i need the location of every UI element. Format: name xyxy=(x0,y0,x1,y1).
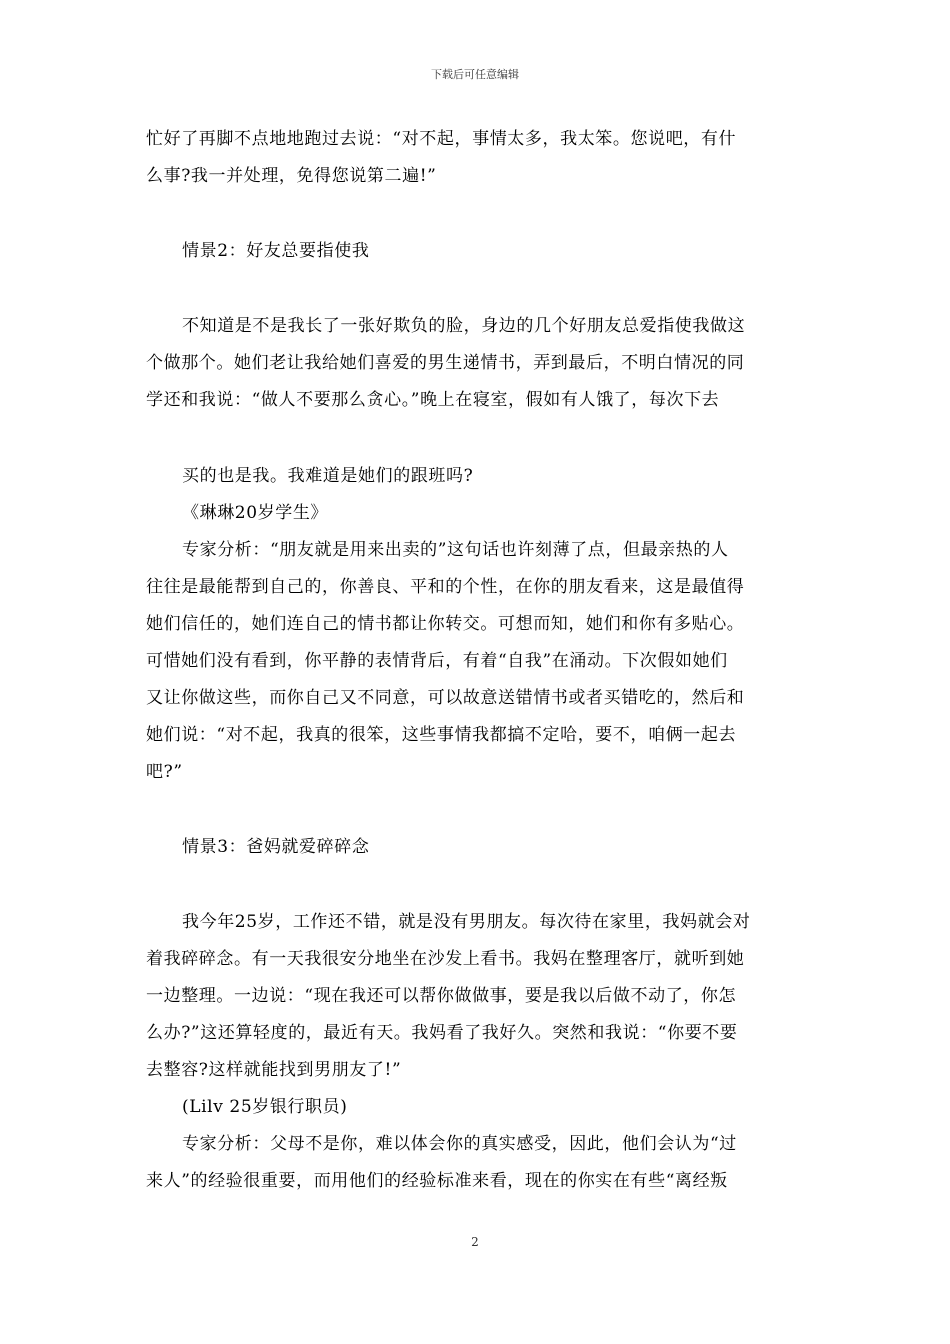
body-line: 着我碎碎念。有一天我很安分地坐在沙发上看书。我妈在整理客厅，就听到她 xyxy=(146,949,745,969)
body-line: 不知道是不是我长了一张好欺负的脸，身边的几个好朋友总爱指使我做这 xyxy=(182,316,746,336)
attribution: 《琳琳20岁学生》 xyxy=(182,503,329,523)
body-line: 专家分析：父母不是你，难以体会你的真实感受，因此，他们会认为“过 xyxy=(182,1134,737,1154)
body-line: 来人”的经验很重要，而用他们的经验标准来看，现在的你实在有些“离经叛 xyxy=(146,1171,728,1191)
body-line: 她们信任的，她们连自己的情书都让你转交。可想而知，她们和你有多贴心。 xyxy=(146,614,745,634)
section-heading: 情景2：好友总要指使我 xyxy=(182,241,370,261)
body-line: 她们说：“对不起，我真的很笨，这些事情我都搞不定哈，要不，咱俩一起去 xyxy=(146,725,737,745)
body-line: 一边整理。一边说：“现在我还可以帮你做做事，要是我以后做不动了，你怎 xyxy=(146,986,737,1006)
attribution: (Lilv 25岁银行职员) xyxy=(182,1097,348,1117)
body-line: 个做那个。她们老让我给她们喜爱的男生递情书，弄到最后，不明白情况的同 xyxy=(146,353,745,373)
body-line: 往往是最能帮到自己的，你善良、平和的个性，在你的朋友看来，这是最值得 xyxy=(146,577,745,597)
body-line: 买的也是我。我难道是她们的跟班吗? xyxy=(182,466,474,486)
body-line: 去整容?这样就能找到男朋友了!” xyxy=(146,1060,402,1080)
body-line: 专家分析：“朋友就是用来出卖的”这句话也许刻薄了点，但最亲热的人 xyxy=(182,540,729,560)
body-line: 又让你做这些，而你自己又不同意，可以故意送错情书或者买错吃的，然后和 xyxy=(146,688,745,708)
body-line: 忙好了再脚不点地地跑过去说：“对不起，事情太多，我太笨。您说吧，有什 xyxy=(146,129,737,149)
page-header: 下载后可任意编辑 xyxy=(431,68,519,81)
body-line: 吧?” xyxy=(146,762,183,782)
body-line: 我今年25岁，工作还不错，就是没有男朋友。每次待在家里，我妈就会对 xyxy=(182,912,751,932)
section-heading: 情景3：爸妈就爱碎碎念 xyxy=(182,837,370,857)
body-line: 可惜她们没有看到，你平静的表情背后，有着“自我”在涌动。下次假如她们 xyxy=(146,651,728,671)
page-number: 2 xyxy=(471,1235,479,1249)
body-line: 么办?”这还算轻度的，最近有天。我妈看了我好久。突然和我说：“你要不要 xyxy=(146,1023,738,1043)
body-line: 学还和我说：“做人不要那么贪心。”晚上在寝室，假如有人饿了，每次下去 xyxy=(146,390,720,410)
body-line: 么事?我一并处理，免得您说第二遍!” xyxy=(146,166,437,186)
